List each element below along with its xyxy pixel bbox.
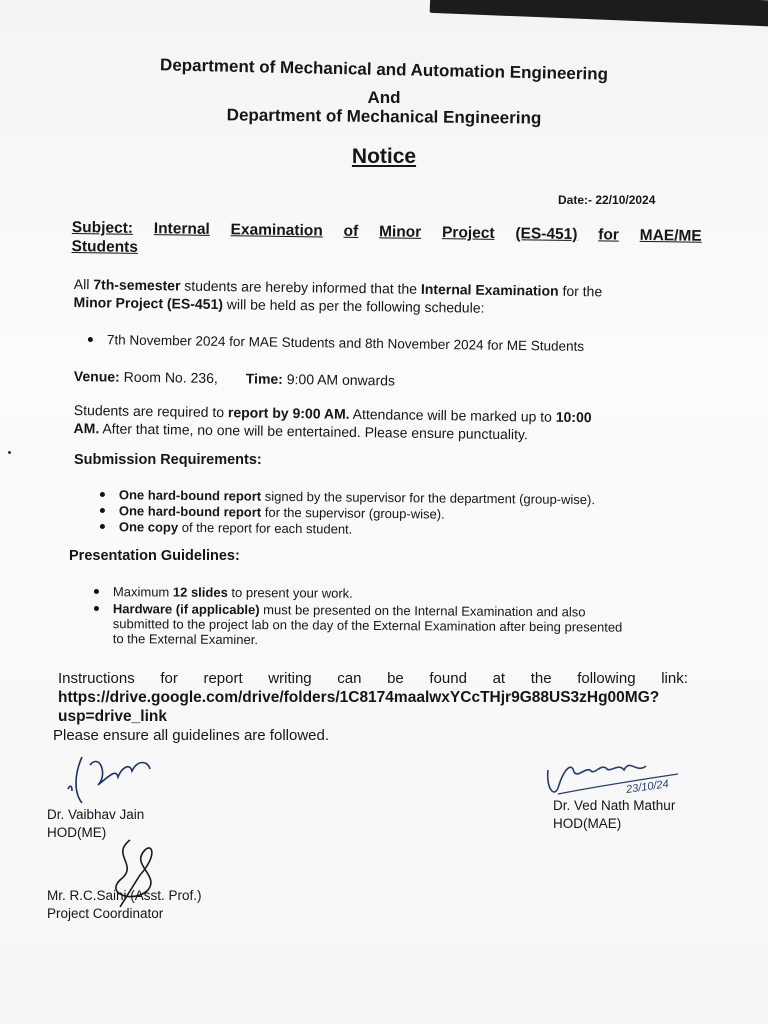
instruction-word: the xyxy=(530,670,552,687)
signature-vaibhav-jain xyxy=(60,745,170,815)
signatory-vaibhav-jain: Dr. Vaibhav Jain HOD(ME) xyxy=(47,807,145,840)
subject-word: Examination xyxy=(230,221,323,240)
instruction-word: found xyxy=(429,670,467,687)
subject-word: Minor xyxy=(378,223,422,241)
subject-line-2: Students xyxy=(71,237,139,256)
submission-item: One hard-bound report signed by the supervisor for the department (group-wise). xyxy=(100,487,595,507)
instruction-word: at xyxy=(492,670,506,687)
instruction-word: writing xyxy=(268,670,312,687)
bullet-dot xyxy=(88,337,93,342)
instructions-line xyxy=(58,669,688,688)
bullet-dot xyxy=(100,492,105,497)
bullet-dot xyxy=(94,589,99,594)
schedule-item: 7th November 2024 for MAE Students and 8th November 2024 for ME Students xyxy=(88,332,584,354)
subject-line xyxy=(71,218,701,265)
subject-word: Project xyxy=(441,224,495,242)
bullet-dot xyxy=(94,606,99,611)
instruction-word: Instructions xyxy=(58,670,135,687)
notice-title: Notice xyxy=(351,145,417,168)
scan-edge-shadow xyxy=(430,0,768,27)
closing-line: Please ensure all guidelines are followed. xyxy=(53,727,330,744)
bullet-dot xyxy=(100,524,105,529)
presentation-item: Maximum 12 slides to present your work. xyxy=(94,584,353,601)
presentation-item: Hardware (if applicable) must be presented on the Internal Examination and also submitted to the project lab on the day of the External Examination after being presented to the External Examiner. xyxy=(94,601,623,650)
department-heading-2: Department of Mechanical Engineering xyxy=(226,105,542,128)
signatory-ved-nath-mathur: Dr. Ved Nath Mathur HOD(MAE) xyxy=(553,798,676,831)
subject-word: Internal xyxy=(153,220,210,238)
instruction-word: for xyxy=(160,670,178,687)
submission-item: One copy of the report for each student. xyxy=(100,519,353,537)
instruction-word: can xyxy=(337,670,362,687)
department-heading-1: Department of Mechanical and Automation Engineering xyxy=(159,55,609,84)
scan-speck xyxy=(8,451,11,454)
signatory-rc-saini: Mr. R.C.Saini (Asst. Prof.) Project Coordinator xyxy=(47,888,202,921)
submission-item: One hard-bound report for the supervisor (group-wise). xyxy=(100,503,445,522)
subject-word: Subject: xyxy=(71,218,134,237)
bullet-dot xyxy=(100,508,105,513)
instruction-word: link: xyxy=(661,670,688,687)
subject-word: (ES-451) xyxy=(515,225,578,244)
instruction-word: be xyxy=(387,670,404,687)
attendance-paragraph: Students are required to report by 9:00 AM. Attendance will be marked up to 10:00 AM. After that time, no one will be entertained. Please ensure punctuality. xyxy=(73,401,592,443)
submission-heading: Submission Requirements: xyxy=(74,452,262,468)
notice-date: Date:- 22/10/2024 xyxy=(558,193,656,207)
instruction-word: report xyxy=(203,670,243,687)
instruction-word: following xyxy=(577,670,636,687)
handwritten-date: 23/10/24 xyxy=(625,778,670,796)
drive-link-continued[interactable]: usp=drive_link xyxy=(58,708,167,725)
venue-line: Venue: Room No. 236, Time: 9:00 AM onwards xyxy=(73,367,396,389)
presentation-heading: Presentation Guidelines: xyxy=(69,548,240,564)
subject-word: of xyxy=(343,222,359,240)
department-and: And xyxy=(367,88,401,107)
instructions-block xyxy=(53,669,688,745)
subject-word: for xyxy=(598,226,620,244)
intro-paragraph: All 7th-semester students are hereby informed that the Internal Examination for the Minor Project (ES-451) will be held as per the following schedule: xyxy=(73,275,603,316)
drive-link[interactable]: https://drive.google.com/drive/folders/1C8174maalwxYCcTHjr9G88US3zHg00MG? xyxy=(58,689,660,706)
subject-word: MAE/ME xyxy=(639,226,702,245)
